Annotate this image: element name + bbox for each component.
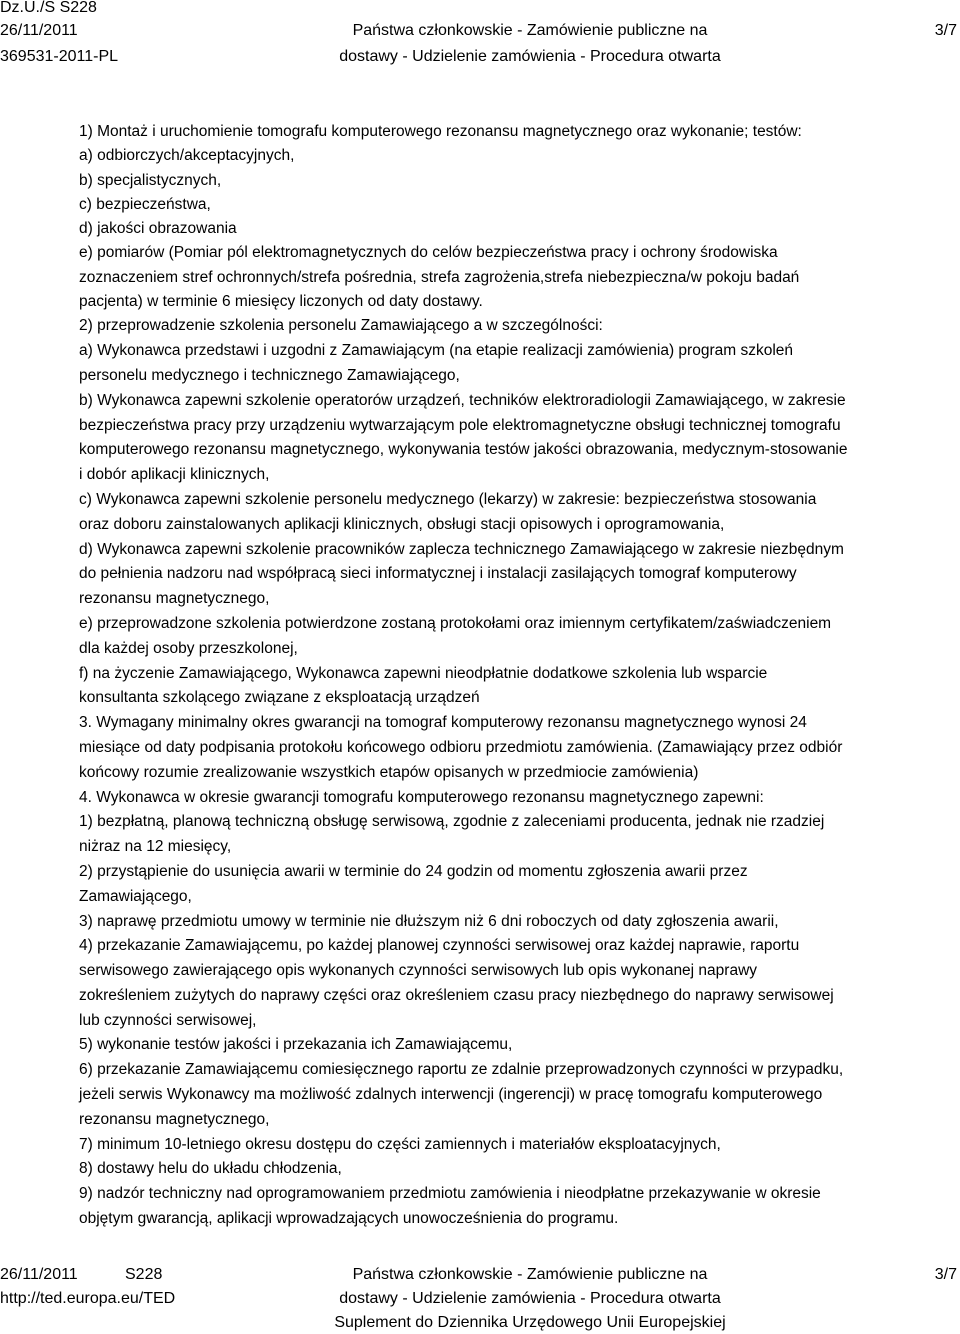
text-line: 1) bezpłatną, planową techniczną obsługę serwisową, zgodnie z zaleceniami producenta, jednak nie rzadziej — [79, 813, 825, 831]
text-line: b) Wykonawca zapewni szkolenie operatorów urządzeń, techników elektroradiologii Zamawiającego, w zakresie — [79, 391, 846, 409]
header-title-line-1: Państwa członkowskie - Zamówienie publiczne na — [352, 22, 708, 39]
footer-page-number: 3/7 — [934, 1266, 957, 1283]
text-line: zokreśleniem zużytych do naprawy części oraz określeniem czasu pracy niezbędnego do naprawy serwisowej — [79, 986, 834, 1004]
text-line: konsultanta szkolącego związane z eksploatacją urządzeń — [79, 689, 480, 707]
header-page-number: 3/7 — [934, 22, 957, 39]
footer-series: S228 — [125, 1266, 163, 1283]
text-line: 9) nadzór techniczny nad oprogramowaniem przedmiotu zamówienia i nieodpłatne przekazywanie w okresie — [79, 1185, 821, 1203]
text-line: b) specjalistycznych, — [79, 171, 222, 189]
text-line: 5) wykonanie testów jakości i przekazania ich Zamawiającemu, — [79, 1036, 513, 1054]
text-line: 7) minimum 10-letniego okresu dostępu do części zamiennych i materiałów eksploatacyjnych, — [79, 1135, 721, 1153]
text-line: niżraz na 12 miesięcy, — [79, 838, 232, 856]
footer-title-line-1: Państwa członkowskie - Zamówienie publiczne na — [352, 1266, 708, 1283]
text-line: pacjenta) w terminie 6 miesięcy liczonych od daty dostawy. — [79, 293, 483, 311]
text-line: a) odbiorczych/akceptacyjnych, — [79, 147, 295, 165]
text-line: dla każdej osoby przeszkolonej, — [79, 639, 298, 657]
text-line: c) Wykonawca zapewni szkolenie personelu medycznego (lekarzy) w zakresie: bezpieczeństwa stosowania — [79, 490, 817, 508]
text-line: zoznaczeniem stref ochronnych/strefa pośrednia, strefa zagrożenia,strefa niebezpieczna/w pokoju badań — [79, 268, 800, 286]
journal-reference: Dz.U./S S228 — [0, 0, 97, 16]
text-line: rezonansu magnetycznego, — [79, 1110, 270, 1128]
header-title-line-2: dostawy - Udzielenie zamówienia - Procedura otwarta — [339, 48, 721, 65]
text-line: f) na życzenie Zamawiającego, Wykonawca zapewni nieodpłatnie dodatkowe szkolenia lub wsparcie — [79, 664, 768, 682]
footer-title-line-2: dostawy - Udzielenie zamówienia - Procedura otwarta — [339, 1290, 721, 1307]
text-line: e) pomiarów (Pomiar pól elektromagnetycznych do celów bezpieczeństwa pracy i ochrony środowiska — [79, 244, 778, 262]
footer-ted-link[interactable]: http://ted.europa.eu/TED — [0, 1290, 176, 1307]
section-service — [79, 786, 959, 1232]
text-line: objętym gwarancją, aplikacji wprowadzających unowocześnienia do programu. — [79, 1210, 619, 1228]
text-line: 3) naprawę przedmiotu umowy w terminie nie dłuższym niż 6 dni roboczych od daty zgłoszenia awarii, — [79, 912, 779, 930]
text-line: serwisowego zawierającego opis wykonanych czynności serwisowych lub opis wykonanej naprawy — [79, 962, 758, 980]
text-line: Zamawiającego, — [79, 887, 192, 905]
text-line: c) bezpieczeństwa, — [79, 195, 211, 213]
text-line: bezpieczeństwa pracy przy urządzeniu wytwarzającym pole elektromagnetyczne obsługi technicznej tomografu — [79, 416, 841, 434]
text-line: d) jakości obrazowania — [79, 220, 237, 238]
document-body — [79, 120, 959, 1232]
footer-supplement-title: Suplement do Dziennika Urzędowego Unii Europejskiej — [334, 1314, 726, 1331]
text-line: a) Wykonawca przedstawi i uzgodni z Zamawiającym (na etapie realizacji zamówienia) program szkoleń — [79, 342, 794, 360]
notice-number: 369531-2011-PL — [0, 48, 119, 65]
text-line: jeżeli serwis Wykonawcy ma możliwość zdalnych interwencji (ingerencji) w pracę tomografu komputerowego — [79, 1086, 823, 1104]
text-line: 4) przekazanie Zamawiającemu, po każdej planowej czynności serwisowej oraz każdej naprawie, raportu — [79, 937, 800, 955]
text-line: 4. Wykonawca w okresie gwarancji tomografu komputerowego rezonansu magnetycznego zapewni: — [79, 788, 764, 806]
text-line: komputerowego rezonansu magnetycznego, wykonywania testów jakości obrazowania, medycznym-stosowanie — [79, 441, 848, 459]
text-line: personelu medycznego i technicznego Zamawiającego, — [79, 366, 460, 384]
footer-date: 26/11/2011 — [0, 1266, 78, 1283]
text-line: miesiące od daty podpisania protokołu końcowego odbioru przedmiotu zamówienia. (Zamawiający przez odbiór — [79, 738, 843, 756]
text-line: 6) przekazanie Zamawiającemu comiesięcznego raportu ze zdalnie przeprowadzonych czynności w przypadku, — [79, 1061, 844, 1079]
text-line: d) Wykonawca zapewni szkolenie pracowników zaplecza technicznego Zamawiającego w zakresie niezbędnym — [79, 540, 844, 558]
text-line: i dobór aplikacji klinicznych, — [79, 466, 270, 484]
text-line: 3. Wymagany minimalny okres gwarancji na tomograf komputerowy rezonansu magnetycznego wynosi 24 — [79, 714, 807, 732]
text-line: 2) przeprowadzenie szkolenia personelu Zamawiającego a w szczególności: — [79, 317, 603, 335]
text-line: e) przeprowadzone szkolenia potwierdzone zostaną protokołami oraz imiennym certyfikatem/zaświadczeniem — [79, 614, 832, 632]
section-installation — [79, 120, 959, 314]
text-line: 1) Montaż i uruchomienie tomografu komputerowego rezonansu magnetycznego oraz wykonanie; testów: — [79, 123, 802, 140]
text-line: 2) przystąpienie do usunięcia awarii w terminie do 24 godzin od momentu zgłoszenia awarii przez — [79, 862, 748, 880]
text-line: 8) dostawy helu do układu chłodzenia, — [79, 1160, 342, 1178]
header-date: 26/11/2011 — [0, 22, 78, 39]
text-line: do pełnienia nadzoru nad współpracą sieci informatycznej i instalacji zasilających tomograf komputerowy — [79, 565, 797, 583]
section-warranty — [79, 711, 959, 785]
text-line: oraz doboru zainstalowanych aplikacji klinicznych, obsługi stacji opisowych i oprogramowania, — [79, 515, 725, 533]
text-line: końcowy rozumie zrealizowanie wszystkich etapów opisanych w przedmiocie zamówienia) — [79, 763, 699, 781]
section-training — [79, 314, 959, 711]
text-line: lub czynności serwisowej, — [79, 1011, 257, 1029]
text-line: rezonansu magnetycznego, — [79, 590, 270, 608]
